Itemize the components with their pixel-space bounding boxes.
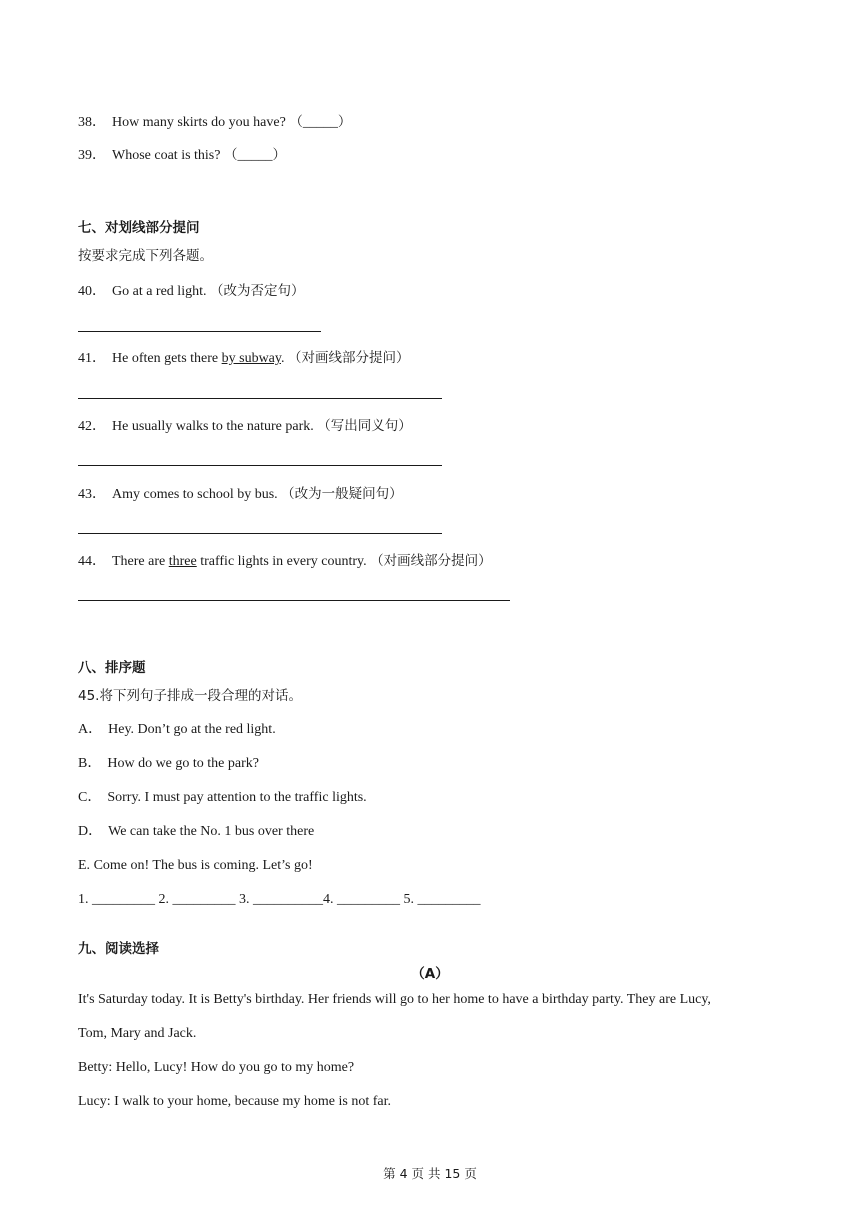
- option-text: How do we go to the park?: [107, 756, 259, 771]
- passage-label: （A）: [411, 966, 449, 982]
- passage-line: It's Saturday today. It is Betty's birthday. Her friends will go to her home to have a birthday party. They are Lucy,: [78, 992, 711, 1007]
- question-note: （对画线部分提问）: [288, 350, 410, 366]
- question-number: 44．: [78, 554, 106, 569]
- question-text: Go at a red light.: [112, 284, 207, 299]
- paren-close: ）: [337, 114, 352, 130]
- question-note: （对画线部分提问）: [370, 553, 492, 569]
- section-7-title: 七、对划线部分提问: [78, 220, 200, 236]
- passage-line: Betty: Hello, Lucy! How do you go to my home?: [78, 1060, 355, 1075]
- question-text: Amy comes to school by bus.: [112, 487, 278, 502]
- passage-line: Tom, Mary and Jack.: [78, 1026, 197, 1041]
- section-8-instruction: 45.将下列句子排成一段合理的对话。: [78, 688, 302, 704]
- answer-line-40[interactable]: [78, 331, 321, 332]
- passage-line: Lucy: I walk to your home, because my home is not far.: [78, 1094, 391, 1109]
- question-43: [78, 485, 403, 504]
- question-text: He usually walks to the nature park.: [112, 419, 314, 434]
- option-text: Sorry. I must pay attention to the traffic lights.: [107, 790, 367, 805]
- question-40: [78, 282, 304, 301]
- paren-open: （: [223, 147, 238, 163]
- question-text: He often gets there: [112, 351, 222, 366]
- paren-open: （: [289, 114, 303, 130]
- answer-line-42[interactable]: [78, 465, 442, 466]
- question-number: 40．: [78, 284, 106, 299]
- question-41: [78, 349, 410, 368]
- option-d: [78, 823, 314, 841]
- option-a: [78, 721, 276, 739]
- page-footer: 第 4 页 共 15 页: [383, 1166, 477, 1181]
- question-text: There are: [112, 554, 169, 569]
- option-label: A．: [78, 722, 103, 737]
- section-9-title: 九、阅读选择: [78, 941, 159, 957]
- section-7-instruction: 按要求完成下列各题。: [78, 248, 213, 264]
- question-44: [78, 552, 492, 571]
- option-e: [78, 857, 313, 875]
- question-39: [78, 146, 286, 165]
- question-number: 41．: [78, 351, 106, 366]
- answer-blank[interactable]: _____: [302, 115, 338, 130]
- question-text: Whose coat is this?: [112, 148, 221, 163]
- answer-line-43[interactable]: [78, 533, 442, 534]
- question-text-end: .: [281, 351, 285, 366]
- question-number: 42．: [78, 419, 106, 434]
- option-text: Come on! The bus is coming. Let’s go!: [93, 858, 313, 873]
- option-text: We can take the No. 1 bus over there: [108, 824, 315, 839]
- option-text: Hey. Don’t go at the red light.: [108, 722, 276, 737]
- question-text: How many skirts do you have?: [112, 115, 286, 130]
- underlined-phrase: three: [168, 554, 197, 569]
- question-38: [78, 113, 351, 132]
- option-c: [78, 789, 367, 807]
- option-label: B．: [78, 756, 102, 771]
- answer-line-44[interactable]: [78, 600, 510, 601]
- paren-close: ）: [272, 147, 286, 163]
- question-text-end: traffic lights in every country.: [196, 554, 367, 569]
- question-number: 39．: [78, 148, 106, 163]
- question-42: [78, 417, 412, 436]
- question-note: （写出同义句）: [317, 418, 412, 434]
- question-note: （改为否定句）: [209, 283, 305, 299]
- option-label: E.: [78, 858, 94, 873]
- question-number: 43．: [78, 487, 106, 502]
- option-label: D．: [78, 824, 103, 839]
- answer-blank[interactable]: _____: [237, 148, 273, 163]
- section-8-title: 八、排序题: [78, 660, 146, 676]
- answer-slots[interactable]: 1. _________ 2. _________ 3. __________4. _________ 5. _________: [78, 892, 481, 907]
- question-note: （改为一般疑问句）: [281, 486, 403, 502]
- option-label: C．: [78, 790, 102, 805]
- question-number: 38．: [78, 115, 106, 130]
- answer-line-41[interactable]: [78, 398, 442, 399]
- option-b: [78, 755, 259, 773]
- underlined-phrase: by subway: [221, 351, 281, 366]
